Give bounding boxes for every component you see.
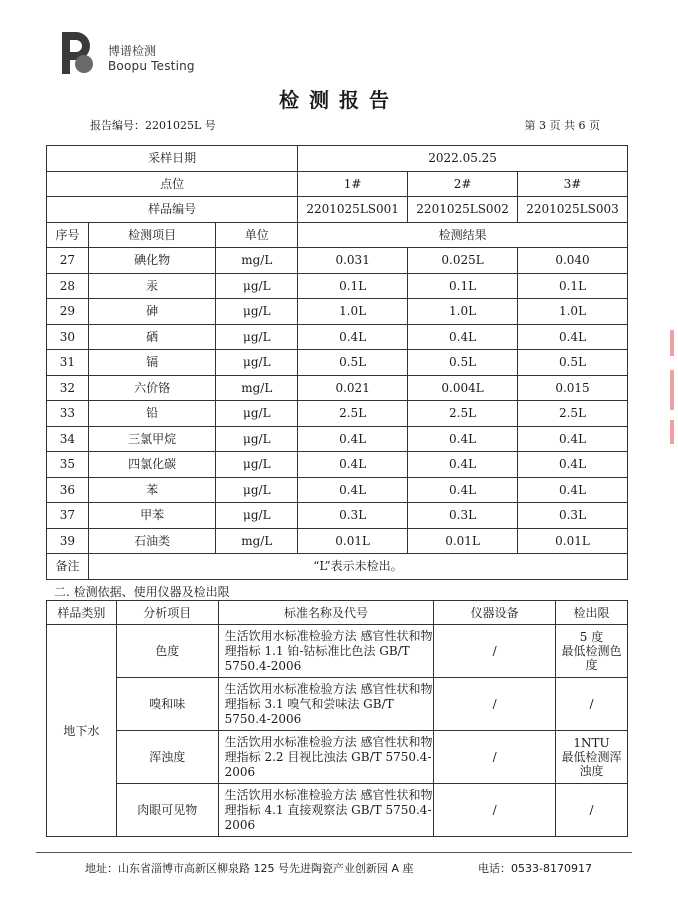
cell-seq: 37	[47, 503, 89, 529]
sample-no-2: 2201025LS002	[408, 197, 518, 223]
cell-limit: 5 度 最低检测色度	[556, 625, 628, 678]
col-limit: 检出限	[556, 601, 628, 625]
cell-result-3: 0.015	[518, 375, 628, 401]
cell-result-1: 0.4L	[298, 452, 408, 478]
label-remark: 备注	[47, 554, 89, 580]
cell-seq: 32	[47, 375, 89, 401]
cell-result-1: 1.0L	[298, 299, 408, 325]
cell-result-3: 0.4L	[518, 324, 628, 350]
col-item: 检测项目	[88, 222, 216, 248]
cell-item: 三氯甲烷	[88, 426, 216, 452]
sampling-date-row	[47, 146, 628, 172]
cell-result-1: 0.4L	[298, 477, 408, 503]
cell-result-1: 0.01L	[298, 528, 408, 554]
sampling-date: 2022.05.25	[298, 146, 628, 172]
table-row	[47, 678, 628, 731]
table-row	[47, 299, 628, 325]
remark-row	[47, 554, 628, 580]
footer-phone: 电话：0533-8170917	[478, 862, 592, 875]
table-row	[47, 731, 628, 784]
cell-result-3: 0.01L	[518, 528, 628, 554]
cell-instrument: /	[434, 731, 556, 784]
point-row	[47, 171, 628, 197]
cell-seq: 36	[47, 477, 89, 503]
table-row	[47, 426, 628, 452]
table-row	[47, 503, 628, 529]
cell-unit: mg/L	[216, 528, 298, 554]
footer-address: 地址：山东省淄博市高新区柳泉路 125 号先进陶瓷产业创新园 A 座	[85, 862, 414, 875]
label-sampling-date: 采样日期	[47, 146, 298, 172]
method-header-row	[47, 601, 628, 625]
cell-result-3: 0.3L	[518, 503, 628, 529]
cell-result-3: 0.4L	[518, 477, 628, 503]
cell-result-2: 0.4L	[408, 324, 518, 350]
cell-result-2: 0.5L	[408, 350, 518, 376]
cell-standard: 生活饮用水标准检验方法 感官性状和物理指标 4.1 直接观察法 GB/T 5750.4-2006	[218, 784, 434, 837]
sample-no-row	[47, 197, 628, 223]
brand-name-cn: 博谱检测	[108, 44, 157, 58]
cell-unit: mg/L	[216, 248, 298, 274]
sample-no-3: 2201025LS003	[518, 197, 628, 223]
sample-type: 地下水	[47, 625, 117, 837]
cell-item: 碘化物	[88, 248, 216, 274]
seal-fragment-icon	[670, 330, 674, 356]
cell-unit: μg/L	[216, 273, 298, 299]
results-header-row	[47, 222, 628, 248]
cell-item: 汞	[88, 273, 216, 299]
col-unit: 单位	[216, 222, 298, 248]
cell-result-3: 0.5L	[518, 350, 628, 376]
seal-fragment-icon	[670, 370, 674, 410]
brand-name-en: Boopu Testing	[108, 59, 195, 73]
cell-unit: μg/L	[216, 477, 298, 503]
cell-item: 苯	[88, 477, 216, 503]
col-standard: 标准名称及代号	[218, 601, 434, 625]
boopu-logo-icon	[58, 30, 98, 76]
cell-seq: 27	[47, 248, 89, 274]
cell-result-2: 1.0L	[408, 299, 518, 325]
cell-seq: 39	[47, 528, 89, 554]
cell-item: 石油类	[88, 528, 216, 554]
cell-instrument: /	[434, 678, 556, 731]
cell-unit: μg/L	[216, 426, 298, 452]
col-analysis-item: 分析项目	[116, 601, 218, 625]
cell-item: 甲苯	[88, 503, 216, 529]
results-table	[46, 145, 628, 580]
cell-seq: 30	[47, 324, 89, 350]
cell-result-2: 0.4L	[408, 477, 518, 503]
cell-result-2: 0.025L	[408, 248, 518, 274]
cell-result-1: 0.4L	[298, 426, 408, 452]
cell-instrument: /	[434, 625, 556, 678]
cell-limit: /	[556, 678, 628, 731]
table-row	[47, 477, 628, 503]
cell-seq: 35	[47, 452, 89, 478]
cell-standard: 生活饮用水标准检验方法 感官性状和物理指标 1.1 铂-钴标准比色法 GB/T 5750.4-2006	[218, 625, 434, 678]
sample-no-1: 2201025LS001	[298, 197, 408, 223]
page-number: 第 3 页 共 6 页	[524, 119, 600, 132]
cell-result-3: 0.4L	[518, 452, 628, 478]
label-sample-no: 样品编号	[47, 197, 298, 223]
cell-item: 铅	[88, 401, 216, 427]
cell-result-1: 0.4L	[298, 324, 408, 350]
cell-result-3: 2.5L	[518, 401, 628, 427]
col-result: 检测结果	[298, 222, 628, 248]
cell-result-1: 0.3L	[298, 503, 408, 529]
cell-item: 镉	[88, 350, 216, 376]
seal-fragment-icon	[670, 420, 674, 444]
cell-result-2: 0.4L	[408, 426, 518, 452]
cell-unit: μg/L	[216, 452, 298, 478]
footer-divider	[36, 852, 632, 853]
table-row	[47, 273, 628, 299]
cell-result-1: 0.1L	[298, 273, 408, 299]
cell-result-1: 0.021	[298, 375, 408, 401]
cell-seq: 29	[47, 299, 89, 325]
cell-result-2: 0.01L	[408, 528, 518, 554]
cell-unit: μg/L	[216, 350, 298, 376]
cell-limit: /	[556, 784, 628, 837]
cell-unit: mg/L	[216, 375, 298, 401]
cell-result-2: 2.5L	[408, 401, 518, 427]
section2-heading: 二. 检测依据、使用仪器及检出限	[54, 585, 230, 599]
cell-unit: μg/L	[216, 401, 298, 427]
table-row	[47, 784, 628, 837]
cell-unit: μg/L	[216, 324, 298, 350]
col-type: 样品类别	[47, 601, 117, 625]
cell-item: 肉眼可见物	[116, 784, 218, 837]
cell-limit: 1NTU 最低检测浑浊度	[556, 731, 628, 784]
cell-result-1: 2.5L	[298, 401, 408, 427]
point-1: 1#	[298, 171, 408, 197]
cell-result-2: 0.1L	[408, 273, 518, 299]
cell-item: 砷	[88, 299, 216, 325]
cell-item: 四氯化碳	[88, 452, 216, 478]
cell-item: 浑浊度	[116, 731, 218, 784]
table-row	[47, 324, 628, 350]
cell-result-2: 0.004L	[408, 375, 518, 401]
point-3: 3#	[518, 171, 628, 197]
table-row	[47, 375, 628, 401]
table-row	[47, 452, 628, 478]
col-seq: 序号	[47, 222, 89, 248]
label-point: 点位	[47, 171, 298, 197]
cell-result-2: 0.3L	[408, 503, 518, 529]
table-row	[47, 401, 628, 427]
cell-seq: 28	[47, 273, 89, 299]
col-instrument: 仪器设备	[434, 601, 556, 625]
cell-seq: 33	[47, 401, 89, 427]
cell-result-3: 0.040	[518, 248, 628, 274]
cell-standard: 生活饮用水标准检验方法 感官性状和物理指标 3.1 嗅气和尝味法 GB/T 5750.4-2006	[218, 678, 434, 731]
cell-item: 色度	[116, 625, 218, 678]
cell-result-1: 0.5L	[298, 350, 408, 376]
table-row	[47, 350, 628, 376]
remark-text: “L”表示未检出。	[88, 554, 627, 580]
cell-standard: 生活饮用水标准检验方法 感官性状和物理指标 2.2 目视比浊法 GB/T 5750.4-2006	[218, 731, 434, 784]
cell-result-2: 0.4L	[408, 452, 518, 478]
cell-item: 硒	[88, 324, 216, 350]
cell-item: 六价铬	[88, 375, 216, 401]
page-title: 检测报告	[279, 88, 399, 112]
cell-seq: 34	[47, 426, 89, 452]
report-number: 报告编号：2201025L 号	[90, 119, 216, 132]
cell-result-1: 0.031	[298, 248, 408, 274]
table-row	[47, 248, 628, 274]
cell-result-3: 0.4L	[518, 426, 628, 452]
cell-result-3: 0.1L	[518, 273, 628, 299]
cell-item: 嗅和味	[116, 678, 218, 731]
cell-instrument: /	[434, 784, 556, 837]
table-row	[47, 625, 628, 678]
cell-unit: μg/L	[216, 299, 298, 325]
method-table	[46, 600, 628, 837]
cell-unit: μg/L	[216, 503, 298, 529]
cell-seq: 31	[47, 350, 89, 376]
cell-result-3: 1.0L	[518, 299, 628, 325]
point-2: 2#	[408, 171, 518, 197]
table-row	[47, 528, 628, 554]
